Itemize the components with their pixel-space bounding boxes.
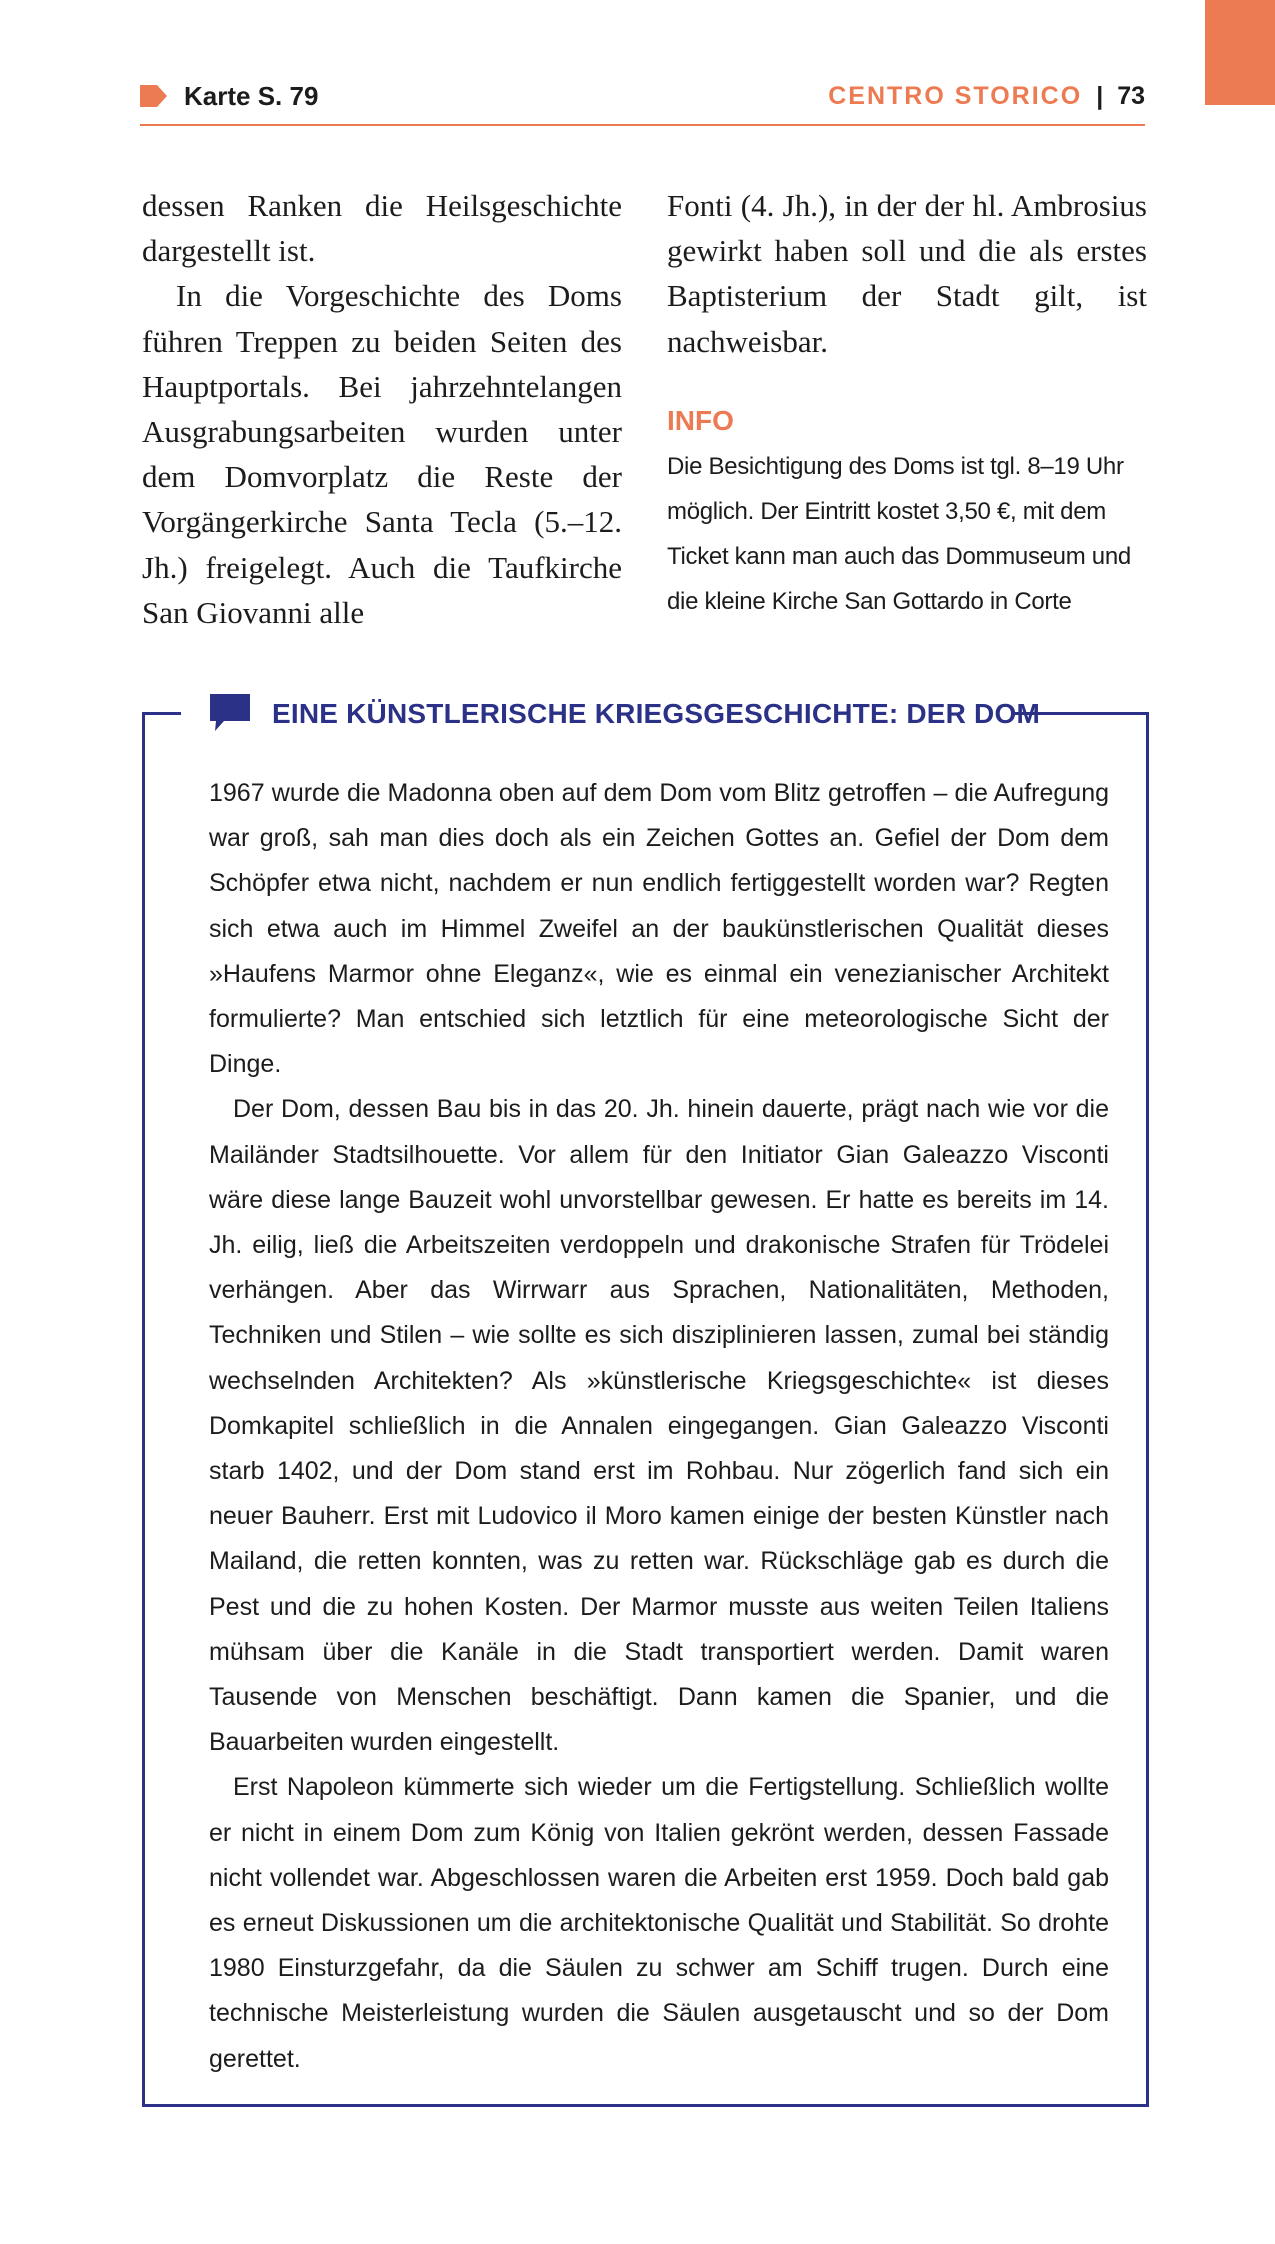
box-paragraph: 1967 wurde die Madonna oben auf dem Dom vom Blitz getroffen – die Aufregung war groß, sah man dies doch als ein Zeichen Gottes an. Gefiel der Dom dem Schöpfer etwa nicht, nachdem er nun endlich fertiggestellt worden war? Regten sich etwa auch im Himmel Zweifel an der baukünstlerischen Qualität dieses »Haufens Marmor ohne Eleganz«, wie es einmal ein venezianischer Architekt formulierte? Man entschied sich letztlich für eine meteorologische Sicht der Dinge.	[209, 779, 1109, 1079]
map-arrow-icon	[140, 85, 167, 107]
body-paragraph: dessen Ranken die Heilsgeschichte dargestellt ist.	[142, 188, 622, 269]
header-separator: |	[1096, 82, 1104, 110]
feature-box	[142, 698, 1149, 2107]
map-reference-label: Karte S. 79	[184, 81, 319, 111]
left-column	[142, 183, 622, 635]
box-title	[210, 694, 1040, 734]
page-corner-tab	[1205, 0, 1275, 105]
info-heading: INFO	[667, 404, 734, 436]
box-border-top-left	[145, 712, 181, 715]
box-paragraph: Der Dom, dessen Bau bis in das 20. Jh. hinein dauerte, prägt nach wie vor die Mailänder Stadtsilhouette. Vor allem für den Initiator Gian Galeazzo Visconti wäre diese lange Bauzeit wohl unvorstellbar gewesen. Er hatte es bereits im 14. Jh. eilig, ließ die Arbeitszeiten verdoppeln und drakonische Strafen für Trödelei verhängen. Aber das Wirrwarr aus Sprachen, Nationalitäten, Methoden, Techniken und Stilen – wie sollte es sich disziplinieren lassen, zumal bei ständig wechselnden Architekten? Als »künstlerische Kriegsgeschichte« ist dieses Domkapitel schließlich in die Annalen eingegangen. Gian Galeazzo Visconti starb 1402, und der Dom stand erst im Rohbau. Nur zögerlich fand sich ein neuer Bauherr. Erst mit Ludovico il Moro kamen einige der besten Künstler nach Mailand, die retten konnten, was zu retten war. Rückschläge gab es durch die Pest und die zu hohen Kosten. Der Marmor musste aus weiten Teilen Italiens mühsam über die Kanäle in die Stadt transportiert werden. Damit waren Tausende von Menschen beschäftigt. Dann kamen die Spanier, und die Bauarbeiten wurden eingestellt.	[209, 1095, 1109, 1757]
map-reference[interactable]	[140, 78, 318, 114]
info-text: Die Besichtigung des Doms ist tgl. 8–19 Uhr möglich. Der Eintritt kostet 3,50 €, mit dem Ticket kann man auch das Dommuseum und die kleine Kirche San Gottardo in Corte	[667, 452, 1131, 616]
page-header	[140, 78, 1145, 126]
right-column	[667, 183, 1147, 625]
speech-bubble-icon	[210, 694, 250, 734]
box-paragraph: Erst Napoleon kümmerte sich wieder um die Fertigstellung. Schließlich wollte er nicht in einem Dom zum König von Italien gekrönt werden, dessen Fassade nicht vollendet war. Abgeschlossen waren die Arbeiten erst 1959. Doch bald gab es erneut Diskussionen um die architektonische Qualität und Stabilität. So drohte 1980 Einsturzgefahr, da die Säulen zu schwer am Schiff trugen. Durch eine technische Meisterleistung wurden die Säulen ausgetauscht und so der Dom gerettet.	[209, 1773, 1109, 2073]
section-name: CENTRO STORICO	[828, 82, 1083, 110]
page-number: 73	[1117, 82, 1145, 110]
body-paragraph: In die Vorgeschichte des Doms führen Treppen zu beiden Seiten des Hauptportals. Bei jahrzehntelangen Ausgrabungsarbeiten wurden unter dem Domvorplatz die Reste der Vorgängerkirche Santa Tecla (5.–12. Jh.) freigelegt. Auch die Taufkirche San Giovanni alle	[142, 278, 622, 630]
running-head	[828, 78, 1145, 114]
box-title-text: EINE KÜNSTLERISCHE KRIEGSGESCHICHTE: DER DOM	[272, 698, 1040, 729]
box-body	[209, 771, 1109, 2082]
body-paragraph: Fonti (4. Jh.), in der der hl. Ambrosius gewirkt haben soll und die als erstes Baptisterium der Stadt gilt, ist nachweisbar.	[667, 188, 1147, 359]
